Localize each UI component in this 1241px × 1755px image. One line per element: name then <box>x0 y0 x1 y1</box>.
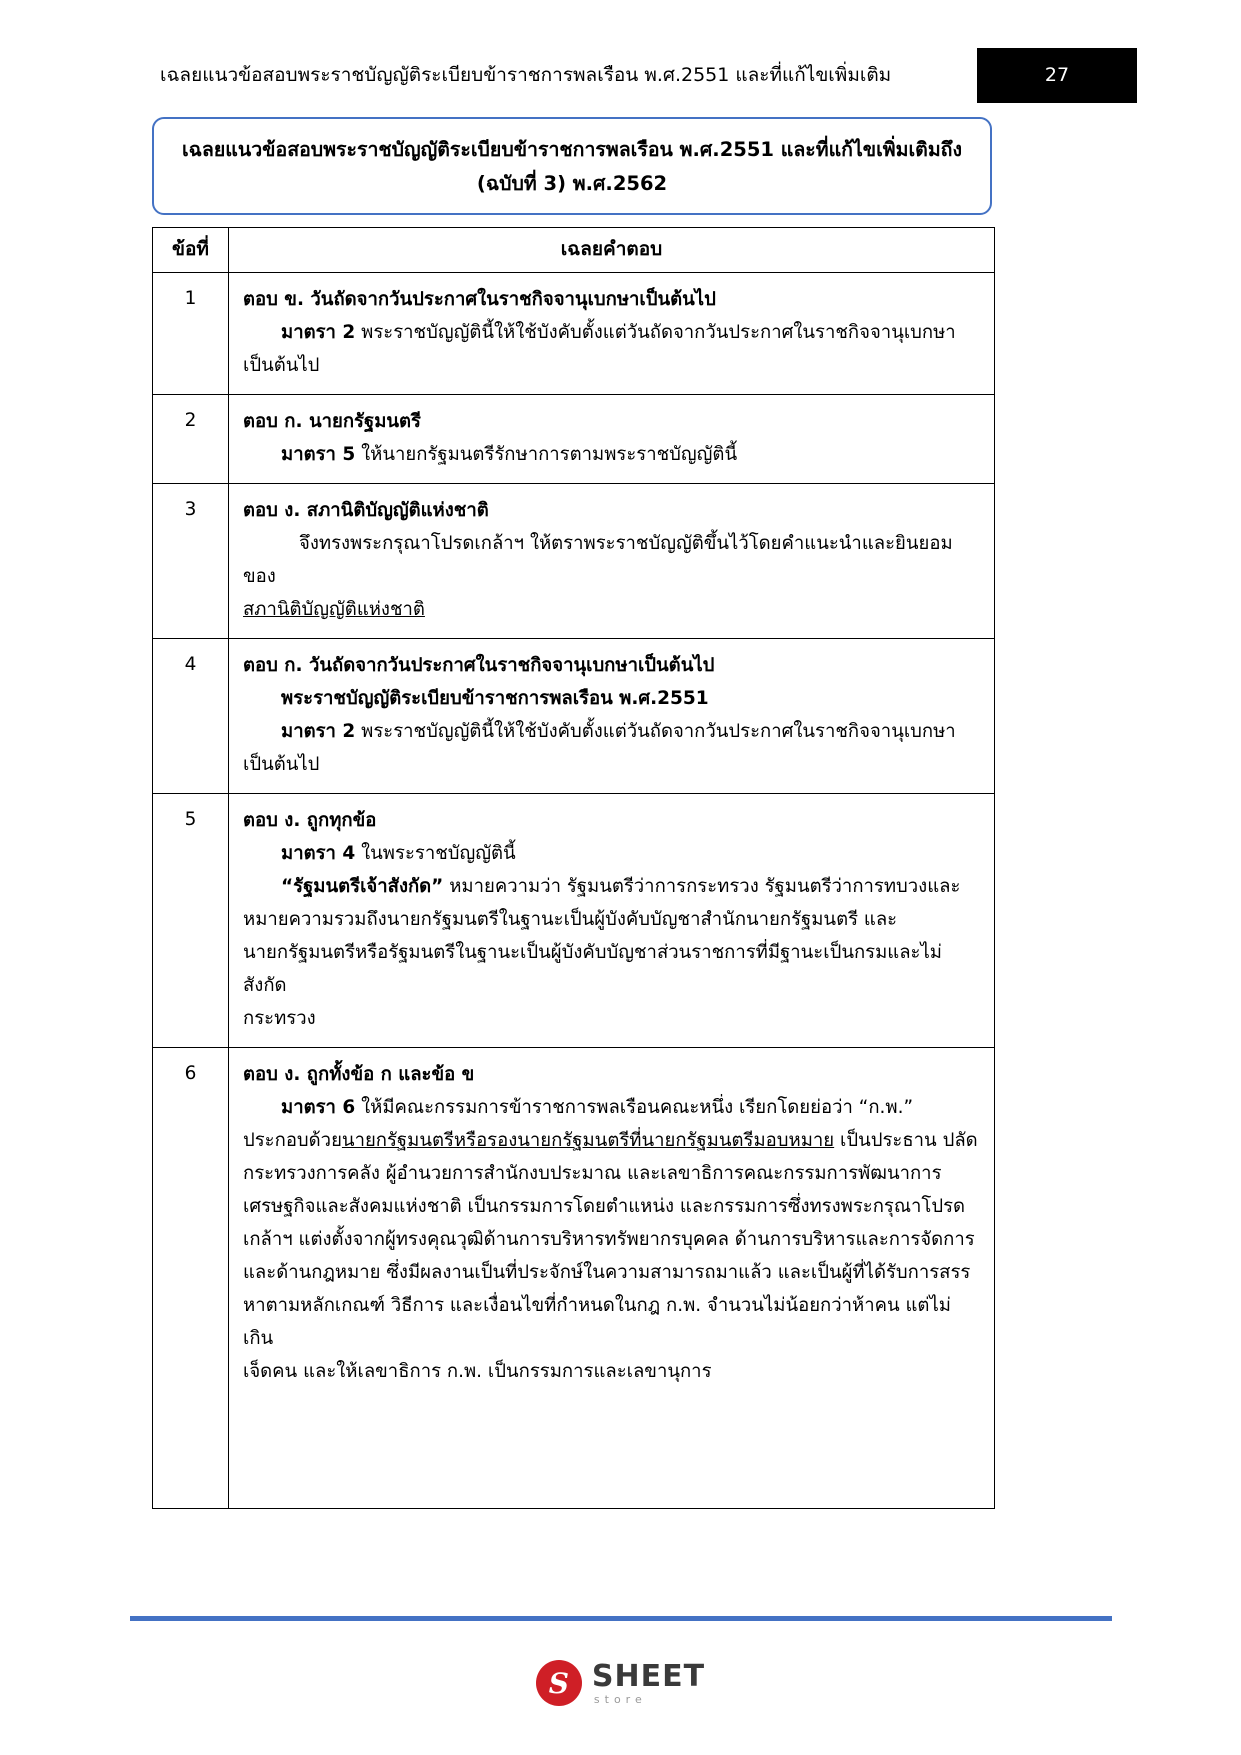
sheet-store-logo-icon: S <box>536 1660 582 1706</box>
footer-logo <box>0 1648 1241 1718</box>
logo-wordmark <box>591 1658 706 1706</box>
page-number: 27 <box>1044 64 1070 86</box>
row-answer-cell <box>229 794 995 1048</box>
row-answer-cell <box>229 395 995 484</box>
document-title: เฉลยแนวข้อสอบพระราชบัญญัติระเบียบข้าราชการพลเรือน พ.ศ.2551 และที่แก้ไขเพิ่มเติมถึง (ฉบับที่ 3) พ.ศ.2562 <box>181 138 963 195</box>
document-title-box <box>152 117 992 215</box>
row-number-cell: 2 <box>153 395 229 484</box>
table-row <box>153 484 995 639</box>
answer-key-table <box>152 227 995 1509</box>
answer-detail: เจ็ดคน และให้เลขาธิการ ก.พ. เป็นกรรมการและเลขานุการ <box>243 1361 712 1382</box>
answer-detail: และด้านกฎหมาย ซึ่งมีผลงานเป็นที่ประจักษ์ในความสามารถมาแล้ว และเป็นผู้ที่ได้รับการสรร <box>243 1262 971 1283</box>
table-row <box>153 1048 995 1509</box>
table-row <box>153 273 995 395</box>
answer-choice: ตอบ ง. ถูกทุกข้อ <box>243 810 377 831</box>
answer-detail: นายกรัฐมนตรีหรือรัฐมนตรีในฐานะเป็นผู้บังคับบัญชาส่วนราชการที่มีฐานะเป็นกรมและไม่สังกัด <box>243 942 942 996</box>
logo-subtitle: store <box>593 1692 647 1706</box>
answer-law-title: พระราชบัญญัติระเบียบข้าราชการพลเรือน พ.ศ.2551 <box>281 688 709 709</box>
answer-detail: ประกอบด้วยนายกรัฐมนตรีหรือรองนายกรัฐมนตรีที่นายกรัฐมนตรีมอบหมาย เป็นประธาน ปลัด <box>243 1130 978 1151</box>
answer-detail: หมายความรวมถึงนายกรัฐมนตรีในฐานะเป็นผู้บังคับบัญชาสำนักนายกรัฐมนตรี และ <box>243 909 898 930</box>
answer-definition: “รัฐมนตรีเจ้าสังกัด” หมายความว่า รัฐมนตรีว่าการกระทรวง รัฐมนตรีว่าการทบวงและ <box>281 876 961 897</box>
answer-choice: ตอบ ก. นายกรัฐมนตรี <box>243 411 421 432</box>
row-number-cell: 4 <box>153 639 229 794</box>
answer-choice: ตอบ ง. ถูกทั้งข้อ ก และข้อ ข <box>243 1064 475 1085</box>
row-answer-cell <box>229 639 995 794</box>
answer-detail: เป็นต้นไป <box>243 754 320 775</box>
row-number-cell: 3 <box>153 484 229 639</box>
table-header-row <box>153 228 995 273</box>
answer-detail: กระทรวง <box>243 1008 316 1029</box>
logo-name: SHEET <box>591 1658 706 1694</box>
row-number-cell: 1 <box>153 273 229 395</box>
answer-choice: ตอบ ก. วันถัดจากวันประกาศในราชกิจจานุเบกษาเป็นต้นไป <box>243 655 715 676</box>
row-answer-cell <box>229 1048 995 1509</box>
row-number-cell: 5 <box>153 794 229 1048</box>
row-answer-cell <box>229 273 995 395</box>
answer-detail: กระทรวงการคลัง ผู้อำนวยการสำนักงบประมาณ และเลขาธิการคณะกรรมการพัฒนาการ <box>243 1163 942 1184</box>
table-row <box>153 639 995 794</box>
answer-detail: มาตรา 5 ให้นายกรัฐมนตรีรักษาการตามพระราชบัญญัตินี้ <box>281 444 738 465</box>
answer-detail: มาตรา 2 พระราชบัญญัตินี้ให้ใช้บังคับตั้งแต่วันถัดจากวันประกาศในราชกิจจานุเบกษา <box>281 322 956 343</box>
answer-choice: ตอบ ข. วันถัดจากวันประกาศในราชกิจจานุเบกษาเป็นต้นไป <box>243 289 716 310</box>
column-header-answer: เฉลยคำตอบ <box>229 228 995 273</box>
answer-detail: เป็นต้นไป <box>243 355 320 376</box>
answer-detail: จึงทรงพระกรุณาโปรดเกล้าฯ ให้ตราพระราชบัญญัติขึ้นไว้โดยคำแนะนำและยินยอมของ <box>243 533 953 587</box>
table-row <box>153 395 995 484</box>
footer-divider <box>130 1616 1112 1621</box>
answer-choice: ตอบ ง. สภานิติบัญญัติแห่งชาติ <box>243 500 489 521</box>
answer-detail: เกล้าฯ แต่งตั้งจากผู้ทรงคุณวุฒิด้านการบริหารทรัพยากรบุคคล ด้านการบริหารและการจัดการ <box>243 1229 975 1250</box>
row-number-cell: 6 <box>153 1048 229 1509</box>
answer-detail: มาตรา 2 พระราชบัญญัตินี้ให้ใช้บังคับตั้งแต่วันถัดจากวันประกาศในราชกิจจานุเบกษา <box>281 721 956 742</box>
page-header <box>0 48 1241 104</box>
answer-detail: หาตามหลักเกณฑ์ วิธีการ และเงื่อนไขที่กำหนดในกฎ ก.พ. จำนวนไม่น้อยกว่าห้าคน แต่ไม่เกิน <box>243 1295 951 1349</box>
answer-detail-underlined: สภานิติบัญญัติแห่งชาติ <box>243 599 425 620</box>
column-header-number: ข้อที่ <box>153 228 229 273</box>
answer-detail: มาตรา 4 ในพระราชบัญญัตินี้ <box>281 843 516 864</box>
row-answer-cell <box>229 484 995 639</box>
answer-detail: เศรษฐกิจและสังคมแห่งชาติ เป็นกรรมการโดยตำแหน่ง และกรรมการซึ่งทรงพระกรุณาโปรด <box>243 1196 966 1217</box>
table-row <box>153 794 995 1048</box>
answer-detail: มาตรา 6 ให้มีคณะกรรมการข้าราชการพลเรือนคณะหนึ่ง เรียกโดยย่อว่า “ก.พ.” <box>281 1097 914 1118</box>
running-title: เฉลยแนวข้อสอบพระราชบัญญัติระเบียบข้าราชการพลเรือน พ.ศ.2551 และที่แก้ไขเพิ่มเติม <box>160 64 892 86</box>
